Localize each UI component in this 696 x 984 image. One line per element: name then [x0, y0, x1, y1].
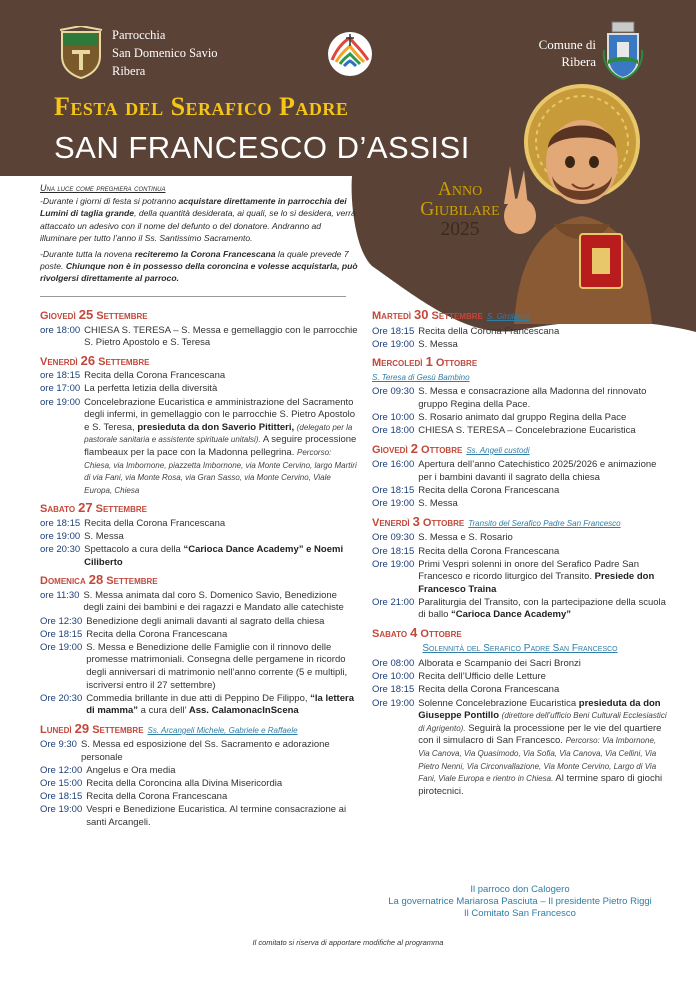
event-text: Solenne Concelebrazione Eucaristica — [418, 697, 577, 709]
event-description — [418, 386, 668, 411]
event-text: Recita della Corona Francescana — [418, 545, 560, 557]
event-text: Recita della Corona Francescana — [84, 370, 226, 382]
event-description — [86, 791, 358, 804]
event-text: S. Messa animata dal coro S. Domenico Savio, Benedizione degli zaini dei bambini e dei ragazzi e Mandato alle catechiste — [83, 589, 344, 614]
event-text: S. Messa — [418, 498, 458, 510]
day-number: 30 — [414, 307, 429, 322]
event-description — [418, 684, 668, 697]
divider — [40, 296, 346, 297]
day-heading — [372, 627, 668, 641]
event-row — [372, 546, 668, 559]
intro-text: -Durante i giorni di festa si potranno — [40, 196, 179, 207]
intro-paragraph-lumini — [40, 195, 360, 244]
event-time: Ore 19:00 — [372, 498, 415, 510]
program-column-left — [40, 304, 358, 830]
event-time: Ore 10:00 — [372, 412, 415, 424]
intro-notice — [40, 182, 360, 289]
event-text: Recita della Coroncina alla Divina Misericordia — [86, 778, 283, 790]
intro-text: , della quantità desiderata, ai quali, se lo si desidera, verrà attaccato un adesivo con il nome del defunto o del donatore. Andranno ad illuminare per tutto l’anno il Ss. Santissimo Sacramento. — [40, 208, 356, 243]
day-month: Settembre — [92, 503, 147, 516]
day-feast-note: S. Teresa di Gesù Bambino — [372, 372, 470, 382]
event-text: Spettacolo a cura della — [84, 544, 181, 556]
event-detail: (delegato per la pastorale sanitaria e assistente spirituale unitalsi). — [84, 422, 353, 445]
event-row — [372, 326, 668, 339]
giubilare-word: Giubilare — [420, 199, 500, 220]
year: 2025 — [440, 219, 480, 240]
event-row — [40, 765, 358, 778]
event-row — [372, 559, 668, 597]
saint-francis-illustration — [494, 84, 666, 324]
event-time: Ore 18:15 — [40, 628, 83, 640]
day-name: Giovedì — [40, 310, 79, 322]
intro-text: -Durante tutta la novena — [40, 249, 135, 260]
event-text: S. Messa ed esposizione del Ss. Sacramento e adorazione personale — [80, 739, 330, 763]
comune-line: Ribera — [561, 54, 596, 69]
anno-giubilare — [408, 180, 512, 240]
event-highlight: Ass. CalamonacInScena — [188, 705, 299, 717]
intro-bold: Chiunque non è in possesso della coroncina e volesse acquistarla, può rivolgersi direttamente al parroco. — [40, 261, 358, 284]
event-description — [418, 425, 668, 438]
day-month: Settembre — [428, 310, 483, 322]
signature-line: La governatrice Mariarosa Pasciuta – Il presidente Pietro Riggi — [388, 896, 652, 907]
day-name: Sabato — [372, 628, 411, 641]
event-row — [372, 459, 668, 484]
day-number: 26 — [80, 352, 96, 368]
day-heading — [40, 309, 358, 323]
event-time: ore 17:00 — [40, 383, 81, 395]
day-heading — [372, 440, 668, 458]
event-highlight: presieduta da don Saverio Pititteri, — [137, 421, 295, 433]
event-time: Ore 15:00 — [40, 778, 83, 790]
event-time: Ore 21:00 — [372, 596, 415, 608]
event-row — [40, 804, 358, 829]
event-text: Alborata e Scampanio dei Sacri Bronzi — [418, 658, 581, 670]
event-text: Angelus e Ora media — [86, 765, 176, 777]
day-number: 1 — [425, 354, 433, 370]
parish-line: San Domenico Savio — [112, 46, 218, 60]
event-time: Ore 18:15 — [372, 485, 415, 497]
event-row — [372, 684, 668, 697]
day-solemnity-note: Solennità del Serafico Padre San Francesco — [422, 642, 618, 654]
event-time: Ore 19:00 — [40, 804, 83, 816]
event-text: Recita della Corona Francescana — [418, 684, 560, 696]
event-description — [84, 531, 358, 544]
event-row — [372, 498, 668, 511]
intro-paragraph-corona — [40, 248, 360, 285]
day-heading — [40, 720, 358, 738]
event-time: Ore 12:30 — [40, 615, 83, 627]
event-text: Recita della Corona Francescana — [86, 628, 228, 640]
signature-line: Il Comitato San Francesco — [464, 908, 576, 919]
event-time: ore 18:00 — [40, 324, 81, 336]
event-time: Ore 10:00 — [372, 671, 415, 683]
event-text: a cura dell’ — [140, 705, 187, 717]
day-month: Settembre — [89, 723, 144, 736]
event-description — [86, 804, 358, 829]
day-number: 27 — [78, 500, 93, 516]
event-highlight: Presiede don Francesco Traina — [418, 571, 655, 595]
event-row — [372, 339, 668, 352]
day-heading — [372, 356, 668, 370]
event-text: S. Messa — [84, 531, 124, 542]
event-row — [40, 531, 358, 544]
event-description — [418, 658, 668, 671]
day-feast-note: Ss. Angeli custodi — [466, 445, 530, 455]
event-description — [86, 693, 358, 718]
anno-word: Anno — [437, 179, 483, 200]
parish-line: Ribera — [112, 64, 146, 78]
event-time: Ore 9:30 — [40, 739, 77, 751]
day-name: Venerdì — [40, 355, 81, 368]
event-row — [40, 791, 358, 804]
event-row — [40, 518, 358, 531]
event-text: Vespri e Benedizione Eucaristica. Al termine consacrazione ai santi Arcangeli. — [86, 804, 347, 828]
event-row — [40, 739, 358, 764]
event-time: Ore 08:00 — [372, 658, 415, 670]
day-number: 28 — [88, 572, 104, 588]
event-text: Al termine sparo di giochi pirotecnici. — [418, 773, 663, 797]
signatures — [372, 884, 668, 920]
event-row — [40, 325, 358, 350]
event-text: S. Messa e Benedizione delle Famiglie con il rinnovo delle promesse matrimoniali. Consegna delle pergamene in ricordo degli anniversari di matrimonio nell’anno corrente (5 e multipli, iscriversi entro il 27 settembre) — [86, 641, 348, 691]
event-text: La perfetta letizia della diversità — [84, 383, 218, 395]
disclaimer: Il comitato si riserva di apportare modifiche al programma — [252, 938, 444, 947]
event-text: CHIESA S. TERESA – S. Messa e gemellaggio con le parrocchie S. Pietro Apostolo e S. Teresa — [84, 324, 358, 349]
event-description — [84, 544, 358, 569]
day-heading — [40, 352, 358, 369]
parish-name — [112, 26, 218, 80]
event-text: Benedizione degli animali davanti al sagrato della chiesa — [86, 615, 325, 627]
event-description — [81, 739, 358, 764]
event-description — [418, 546, 668, 559]
event-highlight: presieduta da don Giuseppe Pontillo — [418, 697, 661, 722]
event-description — [86, 642, 358, 692]
day-name: Martedì — [372, 310, 414, 322]
event-description — [86, 765, 358, 778]
jubilee-logo-icon — [324, 30, 376, 78]
parish-line: Parrocchia — [112, 28, 166, 42]
event-time: ore 19:00 — [40, 531, 81, 542]
event-description — [84, 397, 358, 498]
day-number: 4 — [410, 625, 418, 641]
comune-line: Comune di — [538, 37, 596, 52]
event-description — [418, 485, 668, 498]
event-time: Ore 20:30 — [40, 692, 83, 704]
day-name: Giovedì — [372, 443, 411, 456]
event-description — [418, 339, 668, 352]
event-description — [86, 778, 358, 791]
day-month: Ottobre — [419, 516, 465, 529]
event-text: CHIESA S. TERESA – Concelebrazione Eucaristica — [418, 425, 636, 437]
intro-lead: Una luce come preghiera continua — [40, 183, 166, 193]
event-row — [372, 485, 668, 498]
program-column-right — [372, 304, 668, 799]
event-row — [372, 532, 668, 545]
event-text: Commedia brillante in due atti di Peppino De Filippo, — [86, 692, 308, 704]
event-time: Ore 12:00 — [40, 765, 83, 777]
event-description — [84, 370, 358, 383]
title-saint: SAN FRANCESCO D’ASSISI — [54, 130, 470, 165]
parish-block — [58, 26, 218, 80]
event-text: Seguirà la processione per le vie del quartiere con il simulacro di San Francesco. — [418, 722, 662, 747]
event-text: Recita della Corona Francescana — [84, 517, 226, 529]
intro-text: la quale prevede 7 poste. — [40, 249, 349, 272]
event-description — [83, 590, 358, 615]
event-text: Concelebrazione Eucaristica e amministrazione del Sacramento degli infermi, in gemellaggio con le parrocchie S. Pietro Apostolo e S. Teresa, — [84, 396, 356, 433]
day-feast-note: Ss. Arcangeli Michele, Gabriele e Raffaele — [147, 725, 298, 735]
event-row — [40, 642, 358, 692]
intro-bold: reciteremo la Corona Francescana — [134, 249, 276, 260]
event-time: Ore 18:15 — [40, 791, 83, 803]
event-row — [40, 544, 358, 569]
event-row — [40, 370, 358, 383]
event-time: Ore 09:30 — [372, 386, 415, 398]
event-row — [372, 386, 668, 411]
event-description — [418, 326, 668, 339]
day-name: Sabato — [40, 503, 79, 516]
event-detail: Percorso: Chiesa, via Imbornone, piazzetta Imbornone, via Monte Cervino, largo Martiri di via Fani, via Monte Rosa, via Gran Sasso, via Monte Cervino, Viale Europa, Chiesa — [84, 447, 357, 495]
day-heading — [372, 513, 668, 531]
event-row — [40, 590, 358, 615]
event-text: Apertura dell’anno Catechistico 2025/2026 e animazione per i bambini davanti il sagrato della chiesa — [418, 459, 657, 484]
event-description — [86, 616, 358, 629]
day-name: Mercoledì — [372, 357, 426, 370]
event-description — [418, 459, 668, 484]
event-text: Primi Vespri solenni in onore del Serafico Padre San Francesco e ricordo liturgico del Transito. — [418, 558, 639, 583]
day-month: Settembre — [103, 575, 158, 588]
event-row — [372, 425, 668, 438]
day-month: Ottobre — [417, 628, 462, 641]
event-text: A seguire processione flambeaux per la pace con la Madonna pellegrina. — [84, 434, 357, 458]
day-number: 29 — [74, 720, 90, 736]
event-description — [418, 671, 668, 684]
event-time: Ore 19:00 — [40, 641, 83, 653]
event-time: ore 20:30 — [40, 544, 81, 556]
event-row — [372, 671, 668, 684]
event-text: Recita della Corona Francescana — [86, 791, 228, 803]
day-feast-note: Transito del Serafico Padre San Francesco — [468, 518, 621, 528]
event-row — [40, 397, 358, 498]
event-description — [84, 518, 358, 531]
title-festa: Festa del Serafico Padre — [54, 92, 349, 121]
day-name: Domenica — [40, 575, 89, 588]
event-description — [418, 532, 668, 545]
event-row — [40, 616, 358, 629]
event-time: ore 18:15 — [40, 370, 81, 382]
event-time: Ore 18:15 — [372, 325, 415, 337]
signature-line: Il parroco don Calogero — [470, 884, 570, 895]
event-description — [84, 325, 358, 350]
day-feast-note: S. Girolamo — [486, 312, 530, 321]
event-row — [372, 412, 668, 425]
day-name: Lunedì — [40, 723, 75, 736]
event-time: Ore 18:15 — [372, 684, 415, 696]
day-number: 2 — [410, 440, 418, 456]
event-description — [84, 383, 358, 396]
intro-bold: acquistare direttamente in parrocchia dei Lumini di taglia grande — [40, 196, 347, 219]
event-time: Ore 19:00 — [372, 558, 415, 570]
event-row — [372, 658, 668, 671]
event-text: S. Messa — [418, 338, 458, 350]
day-month: Settembre — [95, 355, 150, 368]
day-number: 25 — [78, 307, 94, 322]
day-month: Ottobre — [432, 357, 478, 370]
event-highlight: “Carioca Dance Academy” — [451, 609, 572, 621]
event-description — [418, 597, 668, 622]
event-description — [86, 629, 358, 642]
event-time: Ore 19:00 — [372, 697, 415, 709]
event-text: Paraliturgia del Transito, con la partecipazione della scuola di ballo — [418, 596, 666, 621]
event-text: S. Messa e S. Rosario — [418, 532, 513, 544]
event-text: S. Messa e consacrazione alla Madonna del rinnovato gruppo Regina della Pace. — [418, 386, 647, 411]
event-text: Recita della Corona Francescana — [418, 485, 560, 497]
event-row — [372, 597, 668, 622]
event-row — [40, 693, 358, 718]
event-time: ore 19:00 — [40, 396, 81, 408]
event-time: Ore 09:30 — [372, 532, 415, 544]
day-name: Venerdì — [372, 516, 413, 529]
event-time: Ore 19:00 — [372, 338, 415, 350]
event-highlight: “la lettera di mamma” — [86, 692, 354, 717]
day-number: 3 — [412, 513, 420, 529]
event-description — [418, 559, 668, 597]
parish-crest-icon — [58, 26, 104, 80]
day-heading — [40, 502, 358, 516]
comune-crest-icon — [602, 20, 644, 80]
event-time: Ore 16:00 — [372, 459, 415, 471]
comune-name — [532, 36, 596, 70]
event-detail: Percorso: Via Imbornone, Via Canova, Via Quasimodo, Via Sofia, Via Canova, Via Cellini, Via Pietro Nenni, Via Circonvallazione, Via Monte Cervino, Largo di Via Fani, Viale Europa e rientro in Chiesa. — [418, 736, 657, 784]
event-time: ore 18:15 — [40, 517, 81, 529]
event-description — [418, 498, 668, 511]
event-row — [40, 629, 358, 642]
event-time: ore 11:30 — [40, 589, 80, 601]
event-text: Recita della Corona Francescana — [418, 325, 560, 337]
event-highlight: “Carioca Dance Academy” e Noemi Ciliberto — [84, 544, 344, 568]
event-description — [418, 698, 668, 799]
day-heading — [372, 309, 668, 324]
event-time: Ore 18:15 — [372, 545, 415, 557]
event-detail: (direttore dell’ufficio Beni Culturali Ecclesiastici di Agrigento). — [418, 711, 667, 733]
event-row — [40, 778, 358, 791]
event-row — [372, 698, 668, 799]
event-time: Ore 18:00 — [372, 425, 415, 437]
day-month: Ottobre — [417, 443, 463, 456]
day-month: Settembre — [93, 310, 148, 322]
event-row — [40, 383, 358, 396]
day-heading — [40, 574, 358, 588]
event-text: Recita dell’Ufficio delle Letture — [418, 671, 546, 683]
event-text: S. Rosario animato dal gruppo Regina della Pace — [418, 412, 627, 424]
event-description — [418, 412, 668, 425]
